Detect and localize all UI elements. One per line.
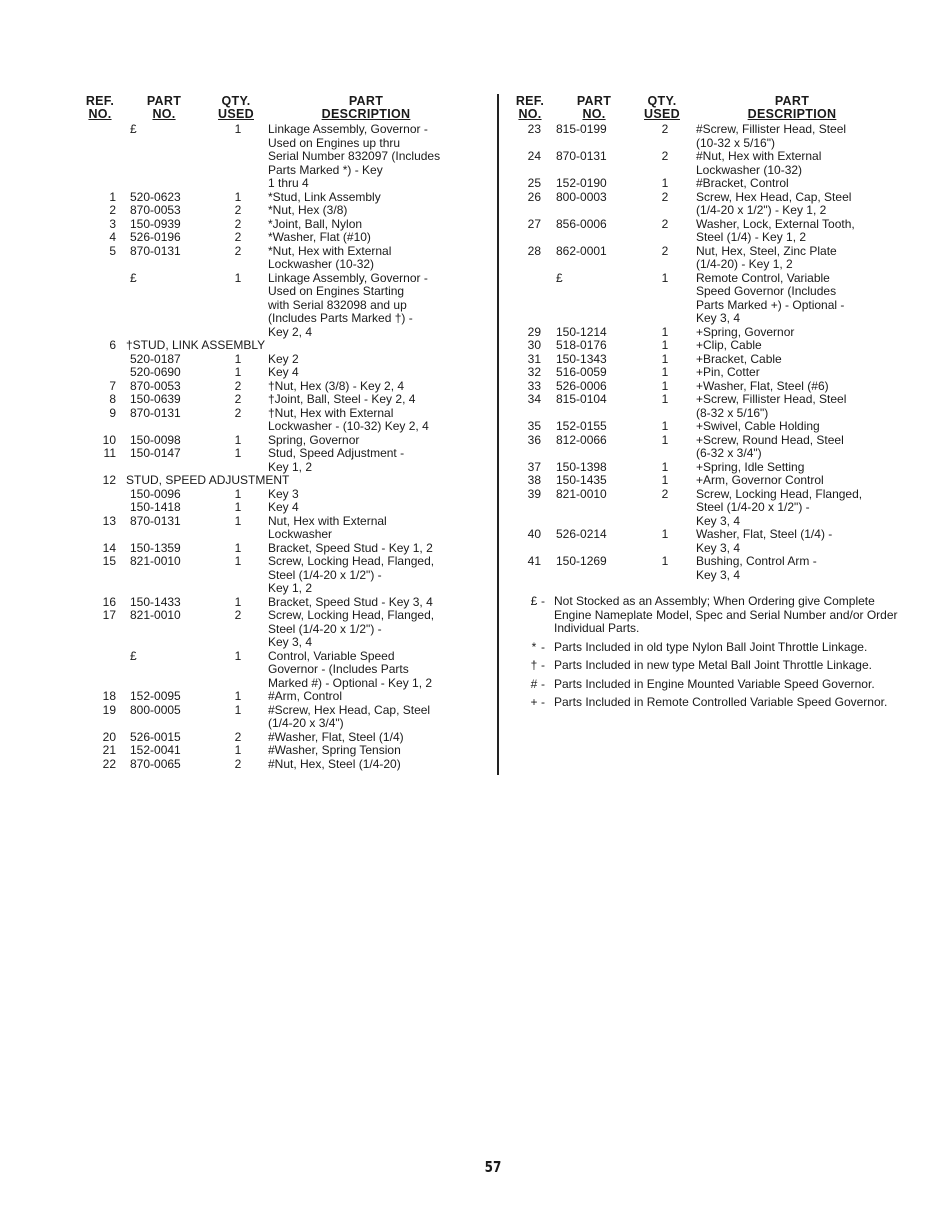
part-number: 150-0096: [130, 486, 181, 501]
parts-row: [76, 744, 488, 758]
part-description: Nut, Hex with External Lockwasher: [268, 513, 387, 541]
part-number: 870-0053: [130, 378, 181, 393]
parts-row: [512, 326, 922, 340]
ref-number: 26: [527, 189, 541, 204]
parts-row: [512, 434, 922, 461]
qty-used: 1: [661, 365, 669, 379]
part-number: 821-0010: [556, 486, 607, 501]
qty-used: 2: [661, 216, 669, 231]
parts-row: [76, 515, 488, 542]
ref-number: 35: [527, 419, 541, 433]
qty-used: 1: [661, 351, 669, 366]
left-parts-list: [76, 123, 488, 339]
part-number: £: [130, 270, 137, 285]
qty-used: 2: [234, 230, 242, 244]
ref-number: 18: [102, 689, 116, 703]
qty-used: 2: [234, 756, 242, 771]
part-description: Screw, Locking Head, Flanged, Steel (1/4-20 x 1/2") - Key 3, 4: [696, 486, 863, 528]
ref-number: 32: [527, 365, 541, 379]
qty-used-header: QTY. USED: [644, 94, 680, 121]
ref-number: 15: [102, 554, 116, 568]
ref-number: 24: [527, 149, 541, 163]
parts-row: [512, 150, 922, 177]
part-description: +Spring, Idle Setting: [696, 459, 805, 474]
parts-row: [76, 704, 488, 731]
ref-number: 13: [102, 513, 116, 528]
part-description: †Nut, Hex with External Lockwasher - (10-32) Key 2, 4: [268, 405, 429, 433]
part-number: 150-1214: [556, 324, 607, 339]
legend-notes: [528, 595, 913, 715]
note-text: Not Stocked as an Assembly; When Ordering give Complete Engine Nameplate Model, Spec and Serial Number and/or Order Individual Parts.: [554, 594, 898, 635]
ref-number: 23: [527, 122, 541, 136]
qty-used: 2: [234, 608, 242, 622]
right-column: [512, 93, 922, 582]
parts-row: [76, 393, 488, 407]
part-description-header: PART DESCRIPTION: [747, 94, 837, 121]
ref-number: 10: [102, 432, 116, 447]
parts-row: [76, 650, 488, 691]
part-number: 150-1343: [556, 351, 607, 366]
part-number: 150-0098: [130, 432, 181, 447]
part-number: 870-0065: [130, 756, 181, 771]
note-symbol: #: [530, 676, 538, 691]
part-number: 150-0147: [130, 446, 181, 460]
part-number: 821-0010: [130, 608, 181, 622]
parts-row: [512, 528, 922, 555]
part-description: *Stud, Link Assembly: [268, 189, 381, 204]
parts-row: [512, 339, 922, 353]
ref-number: 19: [102, 702, 116, 717]
qty-used: 1: [661, 324, 669, 339]
qty-used: 1: [234, 122, 242, 136]
note-symbol: £: [530, 594, 538, 608]
qty-used: 1: [661, 392, 669, 406]
part-description: *Nut, Hex with External Lockwasher (10-32): [268, 243, 392, 271]
ref-number: 36: [527, 432, 541, 447]
part-number: 800-0003: [556, 189, 607, 204]
qty-used: 1: [234, 500, 242, 514]
part-number: 526-0214: [556, 527, 607, 541]
parts-row: [512, 380, 922, 394]
part-description: Bracket, Speed Stud - Key 3, 4: [268, 594, 433, 609]
qty-used: 1: [234, 486, 242, 501]
part-description: +Washer, Flat, Steel (#6): [696, 378, 829, 393]
part-description: #Screw, Hex Head, Cap, Steel (1/4-20 x 3/4"): [268, 702, 431, 730]
part-number: 152-0041: [130, 743, 181, 757]
ref-number: 34: [527, 392, 541, 406]
part-description: +Swivel, Cable Holding: [696, 419, 820, 433]
part-number: 150-0639: [130, 392, 181, 406]
part-number: 520-0690: [130, 365, 181, 379]
part-number: 870-0053: [130, 203, 181, 217]
part-number: 152-0095: [130, 689, 181, 703]
part-number: £: [130, 122, 137, 136]
note-symbol: +: [530, 695, 538, 709]
qty-used: 1: [234, 743, 242, 757]
parts-row: [512, 353, 922, 367]
ref-number: 29: [527, 324, 541, 339]
parts-row: [512, 177, 922, 191]
qty-used: 2: [234, 203, 242, 217]
part-description: #Nut, Hex with External Lockwasher (10-32): [696, 149, 822, 177]
part-description: +Spring, Governor: [696, 324, 795, 339]
part-number: 150-1435: [556, 473, 607, 487]
part-number: 152-0190: [556, 176, 607, 190]
parts-row: [512, 272, 922, 326]
qty-used: 1: [234, 189, 242, 204]
parts-row: [76, 204, 488, 218]
qty-used: 2: [661, 243, 669, 258]
part-number: 150-1269: [556, 554, 607, 568]
part-description: Nut, Hex, Steel, Zinc Plate (1/4-20) - Key 1, 2: [696, 243, 837, 271]
note-text: Parts Included in Remote Controlled Variable Speed Governor.: [554, 695, 888, 709]
note-text: Parts Included in new type Metal Ball Joint Throttle Linkage.: [554, 658, 872, 672]
parts-row: [512, 393, 922, 420]
qty-used: 2: [234, 729, 242, 744]
qty-used: 1: [234, 648, 242, 663]
note-item: + - Parts Included in Remote Controlled Variable Speed Governor.: [528, 696, 913, 710]
right-column-header: [512, 93, 922, 123]
parts-row: [512, 420, 922, 434]
parts-row: [76, 731, 488, 745]
note-symbol: †: [530, 658, 538, 672]
ref-no-header: REF. NO.: [515, 94, 545, 121]
part-number: 815-0199: [556, 122, 607, 136]
part-description-header: PART DESCRIPTION: [321, 94, 411, 121]
part-number: 870-0131: [130, 243, 181, 258]
part-number: 152-0155: [556, 419, 607, 433]
part-description: +Screw, Fillister Head, Steel (8-32 x 5/16"): [696, 392, 847, 420]
qty-used: 2: [661, 486, 669, 501]
ref-number: 27: [527, 216, 541, 231]
ref-number: 16: [102, 594, 116, 609]
group-heading: 6 †STUD, LINK ASSEMBLY: [109, 338, 266, 352]
group-12-parts-list: [76, 488, 488, 772]
part-number: 150-1359: [130, 540, 181, 555]
part-description: Remote Control, Variable Speed Governor (Includes Parts Marked +) - Optional - Key 3, 4: [696, 270, 845, 325]
part-number: 856-0006: [556, 216, 607, 231]
note-item: * - Parts Included in old type Nylon Ball Joint Throttle Linkage.: [528, 641, 913, 655]
ref-number: 20: [102, 729, 116, 744]
part-no-header: PART NO.: [146, 94, 182, 121]
parts-row: [512, 123, 922, 150]
qty-used: 2: [234, 378, 242, 393]
parts-row: [76, 447, 488, 474]
part-number: 526-0015: [130, 729, 181, 744]
part-description: #Screw, Fillister Head, Steel (10-32 x 5/16"): [696, 122, 847, 150]
part-description: +Clip, Cable: [696, 338, 762, 352]
ref-number: 7: [109, 378, 116, 393]
ref-number: 2: [109, 203, 116, 217]
parts-row: [512, 488, 922, 529]
qty-used: 2: [234, 405, 242, 420]
part-number: 150-1433: [130, 594, 181, 609]
ref-number: 3: [109, 216, 116, 231]
part-no-header: PART NO.: [576, 94, 612, 121]
part-description: Bracket, Speed Stud - Key 1, 2: [268, 540, 433, 555]
part-number: 821-0010: [130, 554, 181, 568]
part-description: Washer, Flat, Steel (1/4) - Key 3, 4: [696, 527, 833, 555]
parts-row: [76, 191, 488, 205]
qty-used: 1: [661, 378, 669, 393]
part-description: *Joint, Ball, Nylon: [268, 216, 363, 231]
part-description: +Pin, Cotter: [696, 365, 760, 379]
qty-used: 1: [234, 432, 242, 447]
page-number: 57: [484, 1158, 502, 1176]
part-number: 150-1398: [556, 459, 607, 474]
ref-number: 38: [527, 473, 541, 487]
part-description: #Washer, Spring Tension: [268, 743, 401, 757]
group-heading: 12 STUD, SPEED ADJUSTMENT: [102, 473, 290, 487]
parts-row: [76, 407, 488, 434]
ref-number: 4: [109, 230, 116, 244]
part-number: 520-0187: [130, 351, 181, 366]
part-description: Bushing, Control Arm - Key 3, 4: [696, 554, 817, 582]
qty-used: 2: [661, 122, 669, 136]
qty-used-header: QTY. USED: [218, 94, 254, 121]
parts-row: [512, 366, 922, 380]
part-description: †Nut, Hex (3/8) - Key 2, 4: [268, 378, 405, 393]
part-number: 520-0623: [130, 189, 181, 204]
part-description: Control, Variable Speed Governor - (Includes Parts Marked #) - Optional - Key 1, 2: [268, 648, 433, 690]
parts-row: [76, 380, 488, 394]
part-number: £: [130, 648, 137, 663]
part-description: †Joint, Ball, Steel - Key 2, 4: [268, 392, 416, 406]
qty-used: 1: [234, 446, 242, 460]
ref-number: 30: [527, 338, 541, 352]
qty-used: 2: [234, 243, 242, 258]
part-description: +Screw, Round Head, Steel (6-32 x 3/4"): [696, 432, 844, 460]
part-number: 800-0005: [130, 702, 181, 717]
part-number: £: [556, 270, 563, 285]
parts-row: [76, 245, 488, 272]
part-description: Washer, Lock, External Tooth, Steel (1/4) - Key 1, 2: [696, 216, 855, 244]
qty-used: 1: [234, 554, 242, 568]
part-number: 150-0939: [130, 216, 181, 231]
qty-used: 1: [661, 473, 669, 487]
parts-row: [512, 461, 922, 475]
ref-number: 11: [103, 446, 116, 460]
ref-number: 41: [527, 554, 541, 568]
parts-row: [76, 542, 488, 556]
group-6-parts-list: [76, 353, 488, 475]
part-description: +Bracket, Cable: [696, 351, 782, 366]
parts-row: [76, 434, 488, 448]
ref-number: 37: [527, 459, 541, 474]
left-column-header: [76, 93, 488, 123]
note-text: Parts Included in old type Nylon Ball Joint Throttle Linkage.: [554, 639, 868, 654]
parts-row: [512, 218, 922, 245]
part-number: 526-0006: [556, 378, 607, 393]
part-number: 812-0066: [556, 432, 607, 447]
part-number: 862-0001: [556, 243, 607, 258]
part-number: 870-0131: [130, 513, 181, 528]
note-item: £ - Not Stocked as an Assembly; When Ordering give Complete Engine Nameplate Model, Spec and Serial Number and/or Order Individual Parts.: [528, 595, 913, 636]
ref-number: 40: [527, 527, 541, 541]
parts-row: [512, 555, 922, 582]
qty-used: 1: [661, 527, 669, 541]
part-description: +Arm, Governor Control: [696, 473, 824, 487]
part-description: Linkage Assembly, Governor - Used on Engines up thru Serial Number 832097 (Includes Parts Marked *) - Key 1 thru 4: [268, 122, 441, 190]
qty-used: 1: [234, 702, 242, 717]
parts-row: [76, 488, 488, 502]
note-symbol: *: [531, 639, 537, 654]
qty-used: 1: [234, 513, 242, 528]
parts-row: [512, 474, 922, 488]
qty-used: 2: [234, 216, 242, 231]
part-number: 150-1418: [130, 500, 181, 514]
qty-used: 2: [234, 392, 242, 406]
part-description: Stud, Speed Adjustment - Key 1, 2: [268, 446, 405, 474]
ref-number: 28: [527, 243, 541, 258]
ref-number: 14: [102, 540, 116, 555]
part-description: Key 2: [268, 351, 299, 366]
part-description: Key 4: [268, 365, 299, 379]
parts-row: [76, 555, 488, 596]
qty-used: 1: [661, 432, 669, 447]
qty-used: 1: [234, 689, 242, 703]
ref-number: 17: [102, 608, 116, 622]
part-description: #Washer, Flat, Steel (1/4): [268, 729, 404, 744]
ref-number: 22: [102, 756, 116, 771]
qty-used: 2: [661, 189, 669, 204]
part-number: 518-0176: [556, 338, 607, 352]
qty-used: 1: [234, 351, 242, 366]
part-description: Key 3: [268, 486, 299, 501]
left-column: [76, 93, 488, 771]
parts-row: [512, 191, 922, 218]
part-description: #Nut, Hex, Steel (1/4-20): [268, 756, 401, 771]
part-description: *Washer, Flat (#10): [268, 230, 371, 244]
part-description: Spring, Governor: [268, 432, 360, 447]
qty-used: 1: [661, 459, 669, 474]
part-description: #Bracket, Control: [696, 176, 789, 190]
qty-used: 1: [661, 419, 669, 433]
ref-number: 9: [109, 405, 116, 420]
parts-row: [76, 123, 488, 191]
ref-number: 1: [109, 189, 116, 204]
part-description: Key 4: [268, 500, 299, 514]
ref-number: 39: [527, 486, 541, 501]
part-description: *Nut, Hex (3/8): [268, 203, 348, 217]
column-divider: [497, 94, 499, 775]
ref-number: 5: [109, 243, 116, 258]
parts-row: [76, 366, 488, 380]
parts-row: [76, 609, 488, 650]
parts-row: [76, 218, 488, 232]
parts-row: [76, 596, 488, 610]
part-description: Screw, Locking Head, Flanged, Steel (1/4-20 x 1/2") - Key 1, 2: [268, 554, 435, 595]
ref-no-header: REF. NO.: [85, 94, 115, 121]
qty-used: 1: [661, 270, 669, 285]
qty-used: 2: [661, 149, 669, 163]
qty-used: 1: [234, 540, 242, 555]
ref-number: 33: [527, 378, 541, 393]
parts-row: [76, 353, 488, 367]
parts-row: [76, 501, 488, 515]
qty-used: 1: [234, 270, 242, 285]
ref-number: 21: [102, 743, 116, 757]
ref-number: 8: [109, 392, 116, 406]
qty-used: 1: [234, 365, 242, 379]
part-description: Linkage Assembly, Governor - Used on Engines Starting with Serial 832098 and up (Includes Parts Marked †) - Key 2, 4: [268, 270, 428, 339]
parts-row: [512, 245, 922, 272]
qty-used: 1: [661, 338, 669, 352]
part-description: Screw, Hex Head, Cap, Steel (1/4-20 x 1/2") - Key 1, 2: [696, 189, 852, 217]
part-number: 815-0104: [556, 392, 607, 406]
right-parts-list: [512, 123, 922, 582]
qty-used: 1: [234, 594, 242, 609]
part-number: 516-0059: [556, 365, 607, 379]
parts-row: [76, 231, 488, 245]
parts-row: [76, 690, 488, 704]
note-item: † - Parts Included in new type Metal Ball Joint Throttle Linkage.: [528, 659, 913, 673]
note-item: # - Parts Included in Engine Mounted Variable Speed Governor.: [528, 678, 913, 692]
ref-number: 25: [527, 176, 541, 190]
note-text: Parts Included in Engine Mounted Variable Speed Governor.: [554, 676, 875, 691]
part-description: Screw, Locking Head, Flanged, Steel (1/4-20 x 1/2") - Key 3, 4: [268, 608, 435, 649]
part-number: 526-0196: [130, 230, 181, 244]
part-description: #Arm, Control: [268, 689, 343, 703]
qty-used: 1: [661, 554, 669, 568]
parts-row: [76, 758, 488, 772]
part-number: 870-0131: [130, 405, 181, 420]
part-number: 870-0131: [556, 149, 607, 163]
parts-row: [76, 272, 488, 340]
ref-number: 31: [527, 351, 541, 366]
qty-used: 1: [661, 176, 669, 190]
